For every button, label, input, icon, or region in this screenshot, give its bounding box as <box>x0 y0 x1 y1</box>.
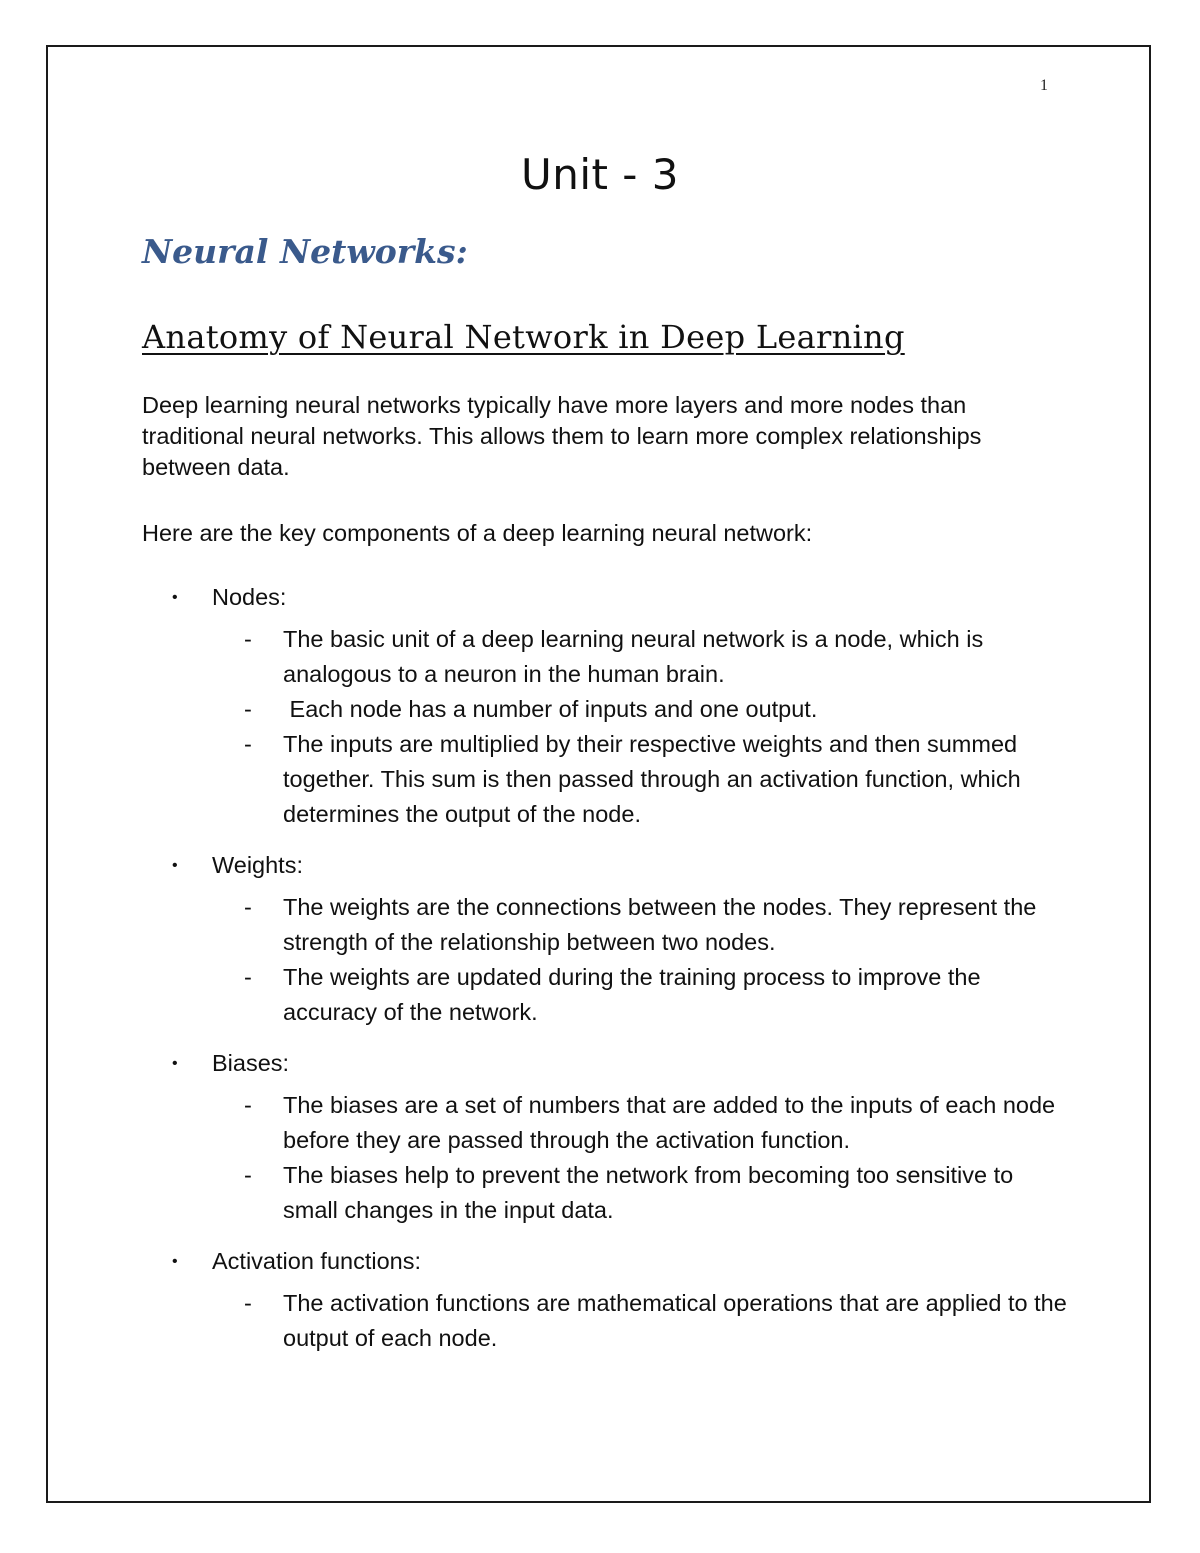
component-title: Weights: <box>212 852 303 878</box>
detail-item <box>160 727 1080 832</box>
page-number: 1 <box>1040 77 1048 94</box>
dash-icon: - <box>244 1162 252 1188</box>
detail-item <box>160 622 1080 692</box>
bullet-icon: • <box>172 589 178 606</box>
detail-item <box>160 1286 1080 1356</box>
detail-text: The basic unit of a deep learning neural network is a node, which is analogous to a neuron in the human brain. <box>283 626 984 687</box>
component-title: Activation functions: <box>212 1248 421 1274</box>
dash-icon: - <box>244 1092 252 1118</box>
component-item-biases <box>160 1046 1080 1228</box>
detail-list <box>160 1286 1080 1356</box>
dash-icon: - <box>244 731 252 757</box>
detail-list <box>160 1088 1080 1228</box>
components-list <box>160 580 1080 1372</box>
dash-icon: - <box>244 964 252 990</box>
detail-text: The weights are the connections between the nodes. They represent the strength of the relationship between two nodes. <box>283 894 1037 955</box>
lead-in-paragraph: Here are the key components of a deep learning neural network: <box>142 520 813 546</box>
detail-item <box>160 1088 1080 1158</box>
bullet-icon: • <box>172 857 178 874</box>
dash-icon: - <box>244 894 252 920</box>
detail-item <box>160 1158 1080 1228</box>
dash-icon: - <box>244 626 252 652</box>
sub-heading: Anatomy of Neural Network in Deep Learning <box>142 318 905 356</box>
detail-list <box>160 890 1080 1030</box>
unit-title: Unit - 3 <box>520 150 680 199</box>
bullet-icon: • <box>172 1253 178 1270</box>
detail-text: Each node has a number of inputs and one output. <box>283 696 818 722</box>
dash-icon: - <box>244 696 252 722</box>
detail-item <box>160 890 1080 960</box>
detail-text: The biases help to prevent the network from becoming too sensitive to small changes in the input data. <box>283 1162 1014 1223</box>
component-item-weights <box>160 848 1080 1030</box>
component-title: Nodes: <box>212 584 287 610</box>
detail-text: The inputs are multiplied by their respective weights and then summed together. This sum is then passed through an activation function, which determines the output of the node. <box>283 731 1021 827</box>
detail-item <box>160 960 1080 1030</box>
component-title: Biases: <box>212 1050 290 1076</box>
detail-text: The activation functions are mathematical operations that are applied to the output of each node. <box>283 1290 1067 1351</box>
intro-paragraph: Deep learning neural networks typically have more layers and more nodes than traditional neural networks. This allows them to learn more complex relationships between data. <box>142 392 982 480</box>
detail-item <box>160 692 1080 727</box>
detail-list <box>160 622 1080 832</box>
detail-text: The biases are a set of numbers that are added to the inputs of each node before they are passed through the activation function. <box>283 1092 1056 1153</box>
component-item-nodes <box>160 580 1080 832</box>
bullet-icon: • <box>172 1055 178 1072</box>
section-heading: Neural Networks: <box>142 232 468 271</box>
component-item-activation-functions <box>160 1244 1080 1356</box>
dash-icon: - <box>244 1290 252 1316</box>
detail-text: The weights are updated during the training process to improve the accuracy of the network. <box>283 964 981 1025</box>
